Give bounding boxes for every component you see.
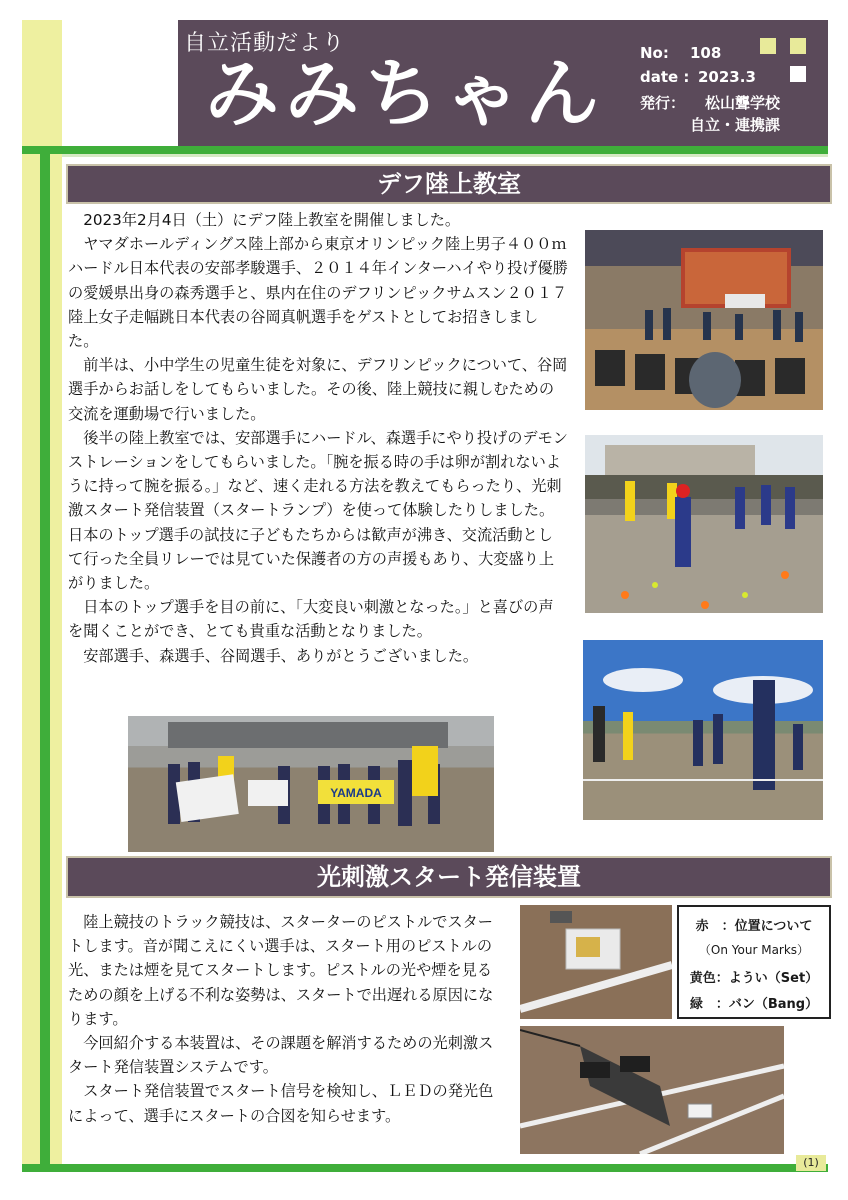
issue-number-label: No:: [640, 44, 669, 62]
page-number: (1): [796, 1155, 826, 1171]
photo-relay: [583, 640, 823, 820]
decor-square: [760, 38, 776, 54]
decor-square: [790, 66, 806, 82]
signal-red: 赤 ：位置について: [695, 919, 813, 934]
newsletter-title: みみちゃん: [205, 51, 605, 137]
signal-legend-box: [677, 905, 831, 1019]
photo-starting-block: [520, 1026, 784, 1154]
photo-group: [128, 716, 494, 852]
issue-date: 2023.3: [698, 68, 756, 86]
article-deaf-athletics: [68, 208, 568, 668]
starting-block-illustration: [520, 1026, 784, 1154]
paragraph: 今回紹介する本装置は、その課題を解消するための光刺激スタート発信装置システムです。: [68, 1034, 494, 1077]
signal-green: 緑 ：バン（Bang）: [689, 997, 819, 1012]
signal-red-english: （On Your Marks）: [698, 943, 810, 957]
paragraph: 後半の陸上教室では、安部選手にハードル、森選手にやり投げのデモンストレーションをしてもらいました。「腕を振る時の手は卵が割れないように持って腕を振る。」など、速く走れる方法を教えてもらったり、光刺激スタート発信装置（スタートランプ）を使って体験したりしました。日本のトップ選手の試技に子どもたちからは歓声が沸き、交流活動として行った全員リレーでは見ていた保護者の方の声援もあり、大変盛り上がりました。: [68, 428, 568, 593]
publisher-department: 自立・連携課: [690, 116, 781, 134]
section-heading-deaf-athletics: デフ陸上教室: [66, 164, 832, 204]
paragraph: 前半は、小中学生の児童生徒を対象に、デフリンピックについて、谷岡選手からお話しをしてもらいました。その後、陸上競技に親しむための交流を運動場で行いました。: [68, 356, 568, 423]
yamada-banner-text: YAMADA: [330, 786, 382, 800]
start-lamp-illustration: [520, 905, 672, 1019]
paragraph: ヤマダホールディングス陸上部から東京オリンピック陸上男子４００ｍハードル日本代表の安部孝駿選手、２０１４年インターハイやり投げ優勝の愛媛県出身の森秀選手と、県内在住のデフリンピックサムスン２０１７陸上女子走幅跳日本代表の谷岡真帆選手をゲストとしてお招きしました。: [68, 235, 568, 351]
decor-square: [790, 38, 806, 54]
green-rule-top-light: [62, 154, 828, 157]
green-rule-bottom: [22, 1164, 828, 1172]
issue-number: 108: [690, 44, 722, 62]
group-illustration: [128, 716, 494, 852]
gym-lecture-illustration: [585, 230, 823, 410]
relay-illustration: [583, 640, 823, 820]
photo-gym-lecture: [585, 230, 823, 410]
paragraph: 安部選手、森選手、谷岡選手、ありがとうございました。: [83, 646, 479, 665]
newsletter-series: 自立活動だより: [184, 31, 346, 56]
paragraph: スタート発信装置でスタート信号を検知し、ＬＥＤの発光色によって、選手にスタートの合図を知らせます。: [68, 1082, 494, 1125]
field-demo-illustration: [585, 435, 823, 613]
green-rule-left: [40, 154, 50, 1164]
publisher-school: 松山聾学校: [705, 94, 781, 112]
date-label: date :: [640, 68, 690, 86]
paragraph: 日本のトップ選手を目の前に、「大変良い刺激となった。」と喜びの声を聞くことができ、とても貴重な活動となりました。: [68, 598, 554, 641]
article-light-start: [68, 910, 500, 1128]
photo-field-demo: [585, 435, 823, 613]
header-notch: [158, 20, 178, 146]
publisher-label: 発行：: [640, 94, 686, 112]
signal-yellow: 黄色：ようい（Set）: [689, 971, 819, 986]
paragraph: 陸上競技のトラック競技は、スターターのピストルでスタートします。音が聞こえにくい選手は、スタート用のピストルの光、または煙を見てスタートします。ピストルの光や煙を見るための顔を上げる不利な姿勢は、スタートで出遅れる原因になります。: [68, 913, 494, 1028]
photo-start-lamp: [520, 905, 672, 1019]
paragraph: 2023年2月4日（土）にデフ陸上教室を開催しました。: [83, 211, 461, 229]
section-heading-light-start: 光刺激スタート発信装置: [66, 856, 832, 898]
green-rule-top: [22, 146, 828, 154]
